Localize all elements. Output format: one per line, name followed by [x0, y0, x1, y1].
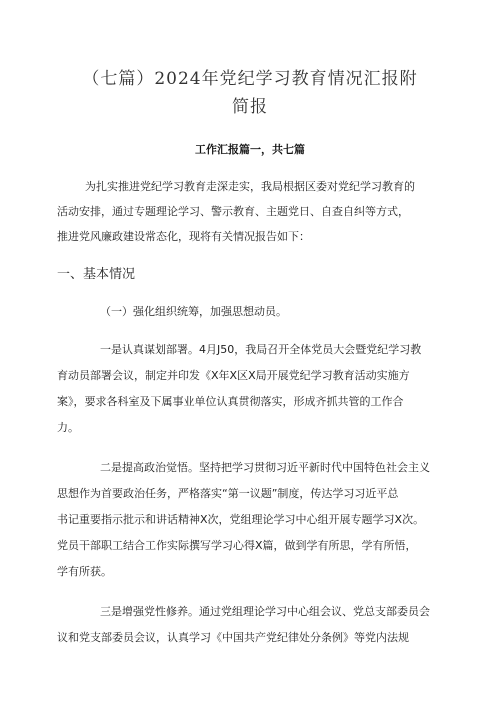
document-subtitle: 工作汇报篇一，共七篇: [195, 143, 305, 156]
paragraph-1-line: 育动员部署会议，制定并印发《X年X区X局开展党纪学习教育活动实施方: [57, 369, 410, 382]
paragraph-2-line: 学有所获。: [57, 565, 112, 578]
section-1-heading: 一、基本情况: [57, 267, 136, 282]
paragraph-3-line: 议和党支部委员会议，认真学习《中国共产党纪律处分条例》等党内法规: [57, 631, 409, 644]
document-title-line-2: 简报: [232, 97, 268, 117]
intro-line: 为扎实推进党纪学习教育走深走实，我局根据区委对党纪学习教育的: [85, 180, 415, 193]
subsection-1-heading: （一）强化组织统筹，加强思想动员。: [100, 305, 287, 318]
paragraph-2-line: 党员干部职工结合工作实际撰写学习心得X篇，做到学有所思，学有所悟，: [57, 539, 417, 552]
paragraph-1-line: 力。: [57, 421, 79, 434]
paragraph-2-line: 二是提高政治觉悟。坚持把学习贯彻习近平新时代中国特色社会主义: [100, 461, 430, 474]
intro-line: 推进党风廉政建设常态化，现将有关情况报告如下：: [57, 230, 310, 243]
paragraph-1-line: 案》，要求各科室及下属事业单位认真贯彻落实，形成齐抓共管的工作合: [57, 395, 404, 408]
paragraph-2-line: 书记重要指示批示和讲话精神X次，党组理论学习中心组开展专题学习X次。: [57, 513, 425, 526]
paragraph-1-line: 一是认真谋划部署。4月J50，我局召开全体党员大会暨党纪学习教: [100, 343, 422, 356]
document-title-line-1: （七篇）2024年党纪学习教育情况汇报附: [82, 69, 418, 89]
intro-line: 活动安排，通过专题理论学习、警示教育、主题党日、自查自纠等方式，: [57, 205, 409, 218]
paragraph-3-line: 三是增强党性修养。通过党组理论学习中心组会议、党总支部委员会: [100, 605, 430, 618]
paragraph-2-line: 思想作为首要政治任务，严格落实“第一议题”制度，传达学习习近平总: [57, 487, 399, 500]
